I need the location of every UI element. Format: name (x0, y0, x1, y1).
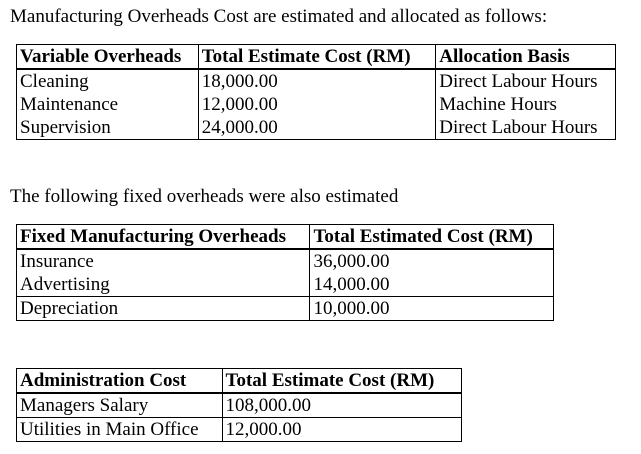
table-cell: Machine Hours (436, 93, 616, 116)
table-cell: Direct Labour Hours (436, 116, 616, 140)
table-cell: Utilities in Main Office (17, 418, 223, 442)
column-header: Total Estimate Cost (RM) (222, 369, 461, 394)
column-header: Total Estimate Cost (RM) (198, 45, 436, 70)
table-row (17, 418, 462, 442)
table-cell: Managers Salary (17, 393, 223, 418)
table-header-row (17, 369, 462, 394)
table-row (17, 69, 616, 93)
table-cell: 10,000.00 (310, 297, 554, 321)
table-header-row (17, 225, 554, 250)
table-cell: Cleaning (17, 69, 199, 93)
table-cell: Depreciation (17, 297, 310, 321)
table-cell: Maintenance (17, 93, 199, 116)
table-cell: 12,000.00 (222, 418, 461, 442)
column-header: Administration Cost (17, 369, 223, 394)
table-header-row (17, 45, 616, 70)
fixed-intro-text: The following fixed overheads were also estimated (10, 186, 399, 207)
table-cell: Insurance (17, 249, 310, 273)
variable-overheads-table (16, 44, 616, 140)
fixed-overheads-table (16, 224, 554, 321)
table-cell: 14,000.00 (310, 273, 554, 297)
table-cell: 18,000.00 (198, 69, 436, 93)
intro-text: Manufacturing Overheads Cost are estimated and allocated as follows: (10, 6, 548, 27)
table-cell: 36,000.00 (310, 249, 554, 273)
column-header: Variable Overheads (17, 45, 199, 70)
column-header: Allocation Basis (436, 45, 616, 70)
table-row (17, 273, 554, 297)
table-row (17, 93, 616, 116)
table-cell: Advertising (17, 273, 310, 297)
table-cell: 24,000.00 (198, 116, 436, 140)
table-cell: Direct Labour Hours (436, 69, 616, 93)
table-row (17, 297, 554, 321)
table-cell: 108,000.00 (222, 393, 461, 418)
table-row (17, 249, 554, 273)
administration-cost-table (16, 368, 462, 442)
table-cell: Supervision (17, 116, 199, 140)
column-header: Fixed Manufacturing Overheads (17, 225, 310, 250)
table-row (17, 116, 616, 140)
column-header: Total Estimated Cost (RM) (310, 225, 554, 250)
table-cell: 12,000.00 (198, 93, 436, 116)
table-row (17, 393, 462, 418)
